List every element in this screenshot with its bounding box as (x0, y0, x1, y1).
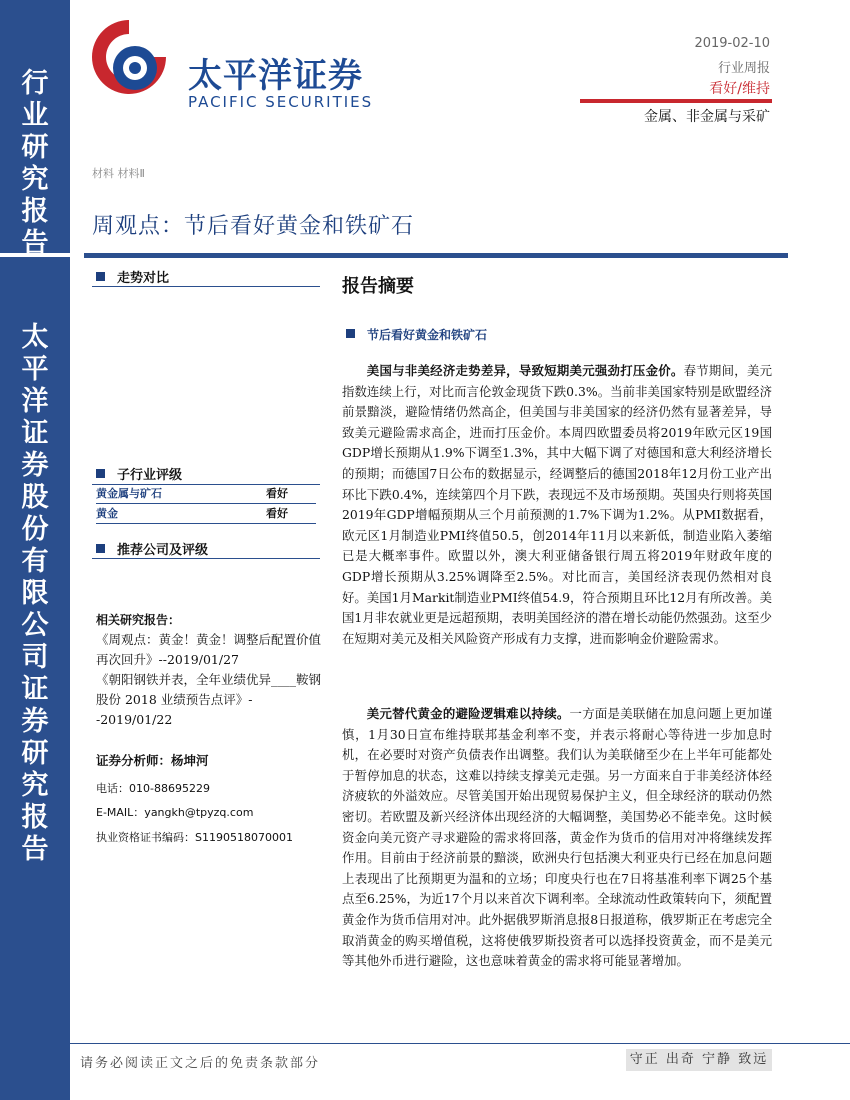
report-date: 2019-02-10 (694, 36, 770, 51)
rating-row-name: 黄金 (96, 507, 118, 520)
related-reports-list (96, 630, 324, 730)
analyst-email[interactable]: E-MAIL：yangkh@tpyzq.com (96, 806, 254, 819)
related-report-link[interactable]: 《朝阳钢铁并表，全年业绩优异____鞍钢股份 2018 业绩预告点评》--2019/01/22 (96, 672, 322, 727)
bullet-square-icon (346, 329, 355, 338)
category-breadcrumb: 材料 材料Ⅱ (92, 167, 145, 180)
footer-disclaimer: 请务必阅读正文之后的免责条款部分 (80, 1056, 321, 1071)
sub-industry-heading: 子行业评级 (96, 464, 182, 483)
footer-divider (70, 1043, 850, 1044)
footer-motto: 守正 出奇 宁静 致远 (626, 1049, 772, 1071)
paragraph-body: 春节期间，美元指数连续上行，对比而言伦敦金现货下跌0.3%。当前非美国家特别是欧盟经济前景黯淡，避险情绪仍然高企，但美国与非美国家的经济仍然有显著差异，导致美元避险需求高企，进而打压金价。本周四欧盟委员将2019年欧元区19国GDP增长预期从1.9%下调至1.3%，其中大幅下调了对德国和意大利经济增长的预期；而德国7日公布的数据显示，经调整后的德国2018年12月份工业产出环比下跌0.4%，连续第四个月下跌，表现远不及市场预期。英国央行则将英国2019年GDP增幅预期从三个月前预测的1.7%下调为1.2%。从PMI数据看，欧元区1月制造业PMI终值50.5，创2014年11月以来新低，制造业陷入萎缩已是大概率事件。欧盟以外，澳大利亚储备银行周五将2019年财政年度的GDP增长预期从3.25%调降至2.5%。对比而言，美国经济表现仍然相对良好。美国1月Markit制造业PMI终值54.9，符合预期且环比12月有所改善。美国1月非农就业更是远超预期，表明美国经济的潜在增长动能仍然强劲。这至少在短期对美元及相关风险资产形成有力支撑，进而影响金价避险需求。 (342, 363, 773, 646)
header-divider (580, 99, 772, 103)
title-divider (84, 253, 788, 258)
related-reports-heading: 相关研究报告： (96, 613, 181, 627)
summary-paragraph (342, 361, 772, 649)
recommend-heading: 推荐公司及评级 (96, 539, 208, 558)
bullet-square-icon (96, 544, 105, 553)
industry-rating: 看好/维持 (709, 81, 770, 97)
rating-row-value: 看好 (266, 487, 288, 500)
brand-name-en: PACIFIC SECURITIES (188, 93, 374, 111)
rating-row (96, 484, 316, 504)
brand-name-cn: 太平洋证券 (188, 56, 363, 96)
rating-row-name: 黄金属与矿石 (96, 487, 162, 500)
rating-row-value: 看好 (266, 507, 288, 520)
section-heading: 节后看好黄金和铁矿石 (346, 326, 487, 343)
side-band-report-label: 行业研究报告 (21, 68, 49, 259)
analyst-phone: 电话：010-88695229 (96, 782, 210, 795)
page-title: 周观点：节后看好黄金和铁矿石 (92, 214, 415, 239)
company-logo-icon (88, 16, 170, 108)
report-sector: 金属、非金属与采矿 (644, 109, 770, 125)
analyst-name: 证券分析师：杨坤河 (96, 753, 209, 768)
rating-row (96, 504, 316, 524)
bullet-square-icon (96, 272, 105, 281)
report-type: 行业周报 (717, 61, 770, 76)
paragraph-body: 一方面是美联储在加息问题上更加谨慎，1月30日宣布维持联邦基金利率不变，并表示将耐心等待进一步加息时机，在必要时对资产负债表作出调整。我们认为美联储至少在上半年可能都处于暂停加息的状态，这难以持续支撑美元走强。另一方面来自于非美经济体经济疲软的外溢效应。尽管美国开始出现贸易保护主义，但全球经济的联动仍然密切。若欧盟及新兴经济体出现经济的大幅调整，美国势必不能幸免。这时候资金向美元资产寻求避险的需求将回落，黄金作为货币的信用对冲将继续发挥作用。目前由于经济前景的黯淡，欧洲央行包括澳大利亚央行已经在加息问题上表现出了比预期更为温和的立场；印度央行也在7日将基准利率下调25个基点至6.25%，为近17个月以来首次下调利率。全球流动性政策转向下，须配置黄金作为货币信用对冲。此外据俄罗斯消息报8日报道称，俄罗斯正在考虑完全取消黄金的购买增值税，这将使俄罗斯投资者可以选择投资黄金，而不是美元等其他外币进行避险，这也意味着黄金的需求将可能显著增加。 (342, 706, 773, 969)
recommend-divider (92, 558, 320, 559)
related-report-link[interactable]: 《周观点：黄金！黄金！调整后配置价值再次回升》--2019/01/27 (96, 632, 322, 667)
side-band-company-label: 太平洋证券股份有限公司证券研究报告 (21, 322, 49, 865)
paragraph-lead: 美元替代黄金的避险逻辑难以持续。 (366, 706, 570, 721)
summary-paragraph (342, 704, 772, 972)
trend-heading: 走势对比 (96, 267, 169, 286)
paragraph-lead: 美国与非美经济走势差异，导致短期美元强劲打压金价。 (366, 363, 684, 378)
bullet-square-icon (96, 469, 105, 478)
trend-divider (92, 286, 320, 287)
analyst-license: 执业资格证书编码：S1190518070001 (96, 831, 293, 844)
summary-title: 报告摘要 (342, 276, 414, 297)
